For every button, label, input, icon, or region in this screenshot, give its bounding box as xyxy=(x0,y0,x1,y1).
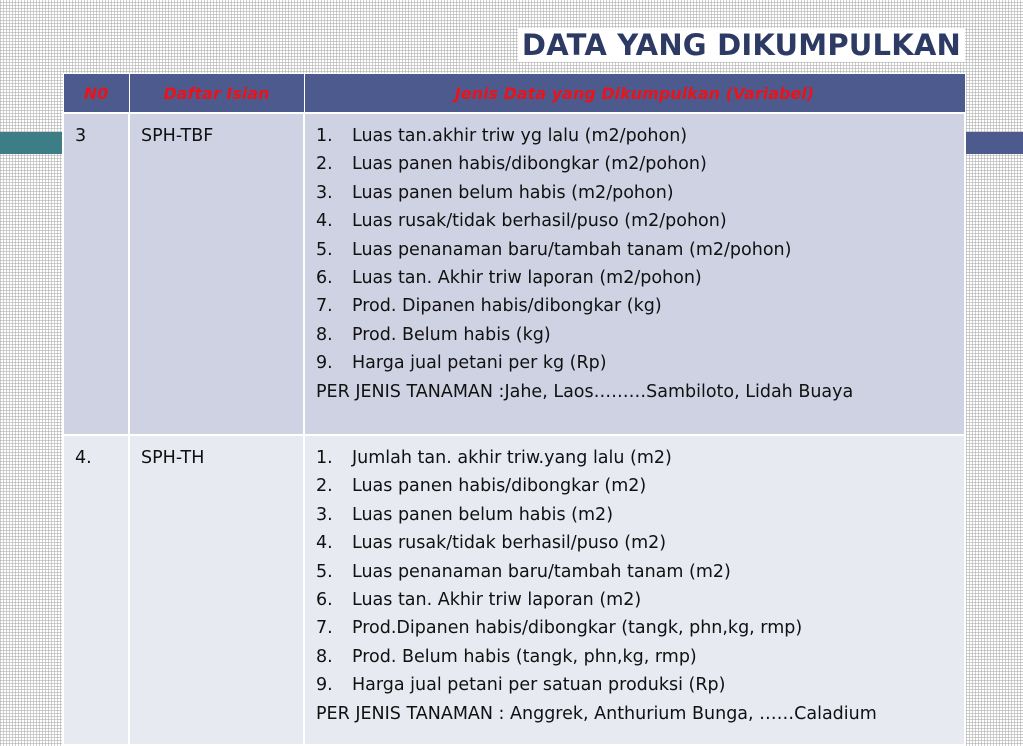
item-number: 7. xyxy=(316,618,333,639)
item-number: 4. xyxy=(316,211,333,232)
list-item xyxy=(316,321,954,349)
item-number: 6. xyxy=(316,590,333,611)
decorative-band-right xyxy=(964,132,1023,154)
list-item xyxy=(316,236,954,264)
item-number: 8. xyxy=(316,324,333,345)
list-item xyxy=(316,122,954,150)
item-text: Luas penanaman baru/tambah tanam (m2/pohon) xyxy=(352,239,792,260)
list-item xyxy=(316,586,954,614)
list-item xyxy=(316,501,954,529)
list-item xyxy=(316,150,954,178)
list-item xyxy=(316,179,954,207)
item-text: Luas tan. Akhir triw laporan (m2/pohon) xyxy=(352,268,702,289)
list-item xyxy=(316,614,954,642)
item-number: 1. xyxy=(316,126,333,146)
plant-type-note: PER JENIS TANAMAN : Anggrek, Anthurium Bunga, ……Caladium xyxy=(316,703,877,724)
cell-variables xyxy=(304,435,965,745)
list-item xyxy=(316,207,954,235)
item-text: Luas tan. Akhir triw laporan (m2) xyxy=(352,590,642,611)
page-title: DATA YANG DIKUMPULKAN xyxy=(518,28,965,62)
item-text: Luas penanaman baru/tambah tanam (m2) xyxy=(352,561,731,582)
list-item xyxy=(316,292,954,320)
item-text: Luas rusak/tidak berhasil/puso (m2) xyxy=(352,533,667,554)
item-text: Jumlah tan. akhir triw.yang lalu (m2) xyxy=(352,448,672,468)
variable-list xyxy=(316,122,954,378)
item-text: Luas panen belum habis (m2/pohon) xyxy=(352,182,674,203)
list-item xyxy=(316,264,954,292)
cell-daftar-isian: SPH-TBF xyxy=(129,113,304,435)
cell-variables xyxy=(304,113,965,435)
item-number: 1. xyxy=(316,448,333,468)
item-text: Luas tan.akhir triw yg lalu (m2/pohon) xyxy=(352,126,688,146)
item-number: 8. xyxy=(316,646,333,667)
list-item xyxy=(316,643,954,671)
cell-no: 4. xyxy=(63,435,129,745)
data-table xyxy=(62,73,966,746)
list-item xyxy=(316,444,954,472)
decorative-band-left xyxy=(0,132,62,154)
item-text: Prod. Dipanen habis/dibongkar (kg) xyxy=(352,296,662,317)
item-number: 9. xyxy=(316,353,333,374)
item-text: Luas panen habis/dibongkar (m2/pohon) xyxy=(352,154,707,175)
list-item xyxy=(316,472,954,500)
list-item xyxy=(316,671,954,699)
item-text: Harga jual petani per satuan produksi (Rp) xyxy=(352,675,726,696)
item-number: 7. xyxy=(316,296,333,317)
item-number: 6. xyxy=(316,268,333,289)
list-item xyxy=(316,558,954,586)
header-daftar-isian: Daftar Isian xyxy=(129,74,304,114)
item-text: Harga jual petani per kg (Rp) xyxy=(352,353,607,374)
table-row xyxy=(63,113,965,435)
variable-list xyxy=(316,444,954,700)
item-text: Luas rusak/tidak berhasil/puso (m2/pohon) xyxy=(352,211,727,232)
item-text: Prod.Dipanen habis/dibongkar (tangk, phn,kg, rmp) xyxy=(352,618,803,639)
header-no: N0 xyxy=(63,74,129,114)
item-number: 3. xyxy=(316,182,333,203)
list-item xyxy=(316,529,954,557)
item-text: Prod. Belum habis (tangk, phn,kg, rmp) xyxy=(352,646,697,667)
table-row xyxy=(63,435,965,745)
table-header-row xyxy=(63,74,965,114)
item-number: 3. xyxy=(316,504,333,525)
cell-no: 3 xyxy=(63,113,129,435)
item-number: 4. xyxy=(316,533,333,554)
item-number: 5. xyxy=(316,561,333,582)
item-number: 2. xyxy=(316,154,333,175)
header-jenis-data: Jenis Data yang Dikumpulkan (Variabel) xyxy=(304,74,965,114)
item-text: Luas panen habis/dibongkar (m2) xyxy=(352,476,647,497)
plant-type-note: PER JENIS TANAMAN :Jahe, Laos………Sambiloto, Lidah Buaya xyxy=(316,381,854,402)
cell-daftar-isian: SPH-TH xyxy=(129,435,304,745)
list-item xyxy=(316,349,954,377)
item-text: Luas panen belum habis (m2) xyxy=(352,504,614,525)
item-number: 9. xyxy=(316,675,333,696)
item-number: 5. xyxy=(316,239,333,260)
item-number: 2. xyxy=(316,476,333,497)
item-text: Prod. Belum habis (kg) xyxy=(352,324,551,345)
